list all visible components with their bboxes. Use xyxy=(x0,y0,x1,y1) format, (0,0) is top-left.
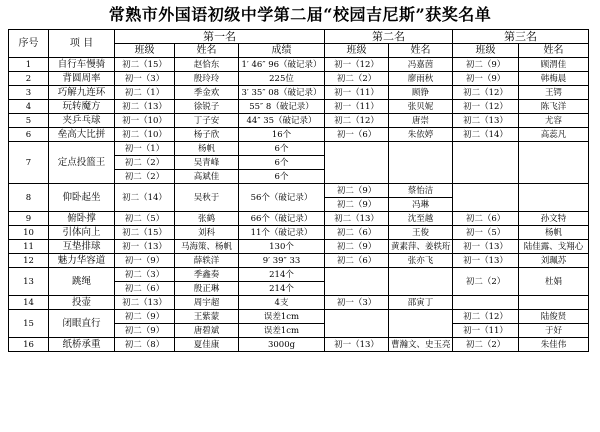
third-class-cell: 初一（9） xyxy=(453,72,519,86)
first-name-cell: 薛轶洋 xyxy=(175,254,239,268)
first-score-cell: 214个 xyxy=(239,268,325,282)
third-class-cell: 初二（14） xyxy=(453,128,519,142)
second-name-cell: 曹瀚文、史玉亮 xyxy=(389,338,453,352)
header-seq: 序号 xyxy=(9,30,49,58)
table-row xyxy=(9,58,589,72)
third-class-cell: 初一（13） xyxy=(453,240,519,254)
second-class-cell: 初二（9） xyxy=(325,240,389,254)
second-class-cell: 初二（13） xyxy=(325,212,389,226)
third-class-cell: 初一（13） xyxy=(453,254,519,268)
second-name-cell: 蔡怡洁 xyxy=(389,184,453,198)
third-name-cell xyxy=(519,184,589,212)
first-class-cell: 初二（1） xyxy=(115,86,175,100)
first-class-cell: 初一（3） xyxy=(115,72,175,86)
second-name-cell: 顾铮 xyxy=(389,86,453,100)
row-seq: 12 xyxy=(9,254,49,268)
second-name-cell: 唐崇 xyxy=(389,114,453,128)
first-name-cell: 季鑫奏 xyxy=(175,268,239,282)
first-name-cell: 吴青峰 xyxy=(175,156,239,170)
event-name: 跳绳 xyxy=(49,268,115,296)
third-name-cell: 刘珮苏 xyxy=(519,254,589,268)
second-class-cell: 初二（6） xyxy=(325,254,389,268)
event-name: 投壶 xyxy=(49,296,115,310)
second-name-cell xyxy=(389,268,453,296)
third-class-cell: 初二（13） xyxy=(453,114,519,128)
row-seq: 15 xyxy=(9,310,49,338)
row-seq: 1 xyxy=(9,58,49,72)
first-class-cell: 初二（3） xyxy=(115,268,175,282)
third-name-cell: 杜娟 xyxy=(519,268,589,296)
header-third-class: 班级 xyxy=(453,44,519,58)
table-row xyxy=(9,100,589,114)
second-name-cell: 黄素萍、姜轶珩 xyxy=(389,240,453,254)
first-name-cell: 高斌佳 xyxy=(175,170,239,184)
table-row xyxy=(9,86,589,100)
first-score-cell: 6个 xyxy=(239,142,325,156)
first-name-cell: 赵恰东 xyxy=(175,58,239,72)
first-score-cell: 44″ 35（破记录） xyxy=(239,114,325,128)
first-class-cell: 初一（9） xyxy=(115,254,175,268)
second-class-cell: 初一（13） xyxy=(325,338,389,352)
second-name-cell xyxy=(389,142,453,184)
third-class-cell: 初二（2） xyxy=(453,338,519,352)
header-first-score: 成绩 xyxy=(239,44,325,58)
second-class-cell xyxy=(325,310,389,338)
first-name-cell: 殷正琳 xyxy=(175,282,239,296)
first-name-cell: 刘科 xyxy=(175,226,239,240)
row-seq: 9 xyxy=(9,212,49,226)
second-class-cell: 初一（11） xyxy=(325,100,389,114)
second-name-cell: 沈至越 xyxy=(389,212,453,226)
first-score-cell: 3000g xyxy=(239,338,325,352)
first-name-cell: 吴秋于 xyxy=(175,184,239,212)
header-first: 第一名 xyxy=(115,30,325,44)
second-name-cell: 朱依婷 xyxy=(389,128,453,142)
third-name-cell: 高蕊凡 xyxy=(519,128,589,142)
third-class-cell: 初二（6） xyxy=(453,212,519,226)
row-seq: 10 xyxy=(9,226,49,240)
third-class-cell: 初二（2） xyxy=(453,268,519,296)
second-class-cell: 初二（9） xyxy=(325,198,389,212)
event-name: 玩转魔方 xyxy=(49,100,115,114)
header-third: 第三名 xyxy=(453,30,589,44)
header-second-class: 班级 xyxy=(325,44,389,58)
first-name-cell: 杨子欣 xyxy=(175,128,239,142)
third-name-cell: 陆俊贤 xyxy=(519,310,589,324)
first-class-cell: 初二（13） xyxy=(115,100,175,114)
first-score-cell: 6个 xyxy=(239,156,325,170)
second-class-cell: 初一（6） xyxy=(325,128,389,142)
first-class-cell: 初二（6） xyxy=(115,282,175,296)
third-class-cell: 初一（11） xyxy=(453,324,519,338)
third-name-cell: 陆佳露、戈翔心 xyxy=(519,240,589,254)
header-second-name: 姓名 xyxy=(389,44,453,58)
first-class-cell: 初一（10） xyxy=(115,114,175,128)
first-score-cell: 130个 xyxy=(239,240,325,254)
third-class-cell: 初一（12） xyxy=(453,100,519,114)
table-row xyxy=(9,254,589,268)
row-seq: 5 xyxy=(9,114,49,128)
row-seq: 8 xyxy=(9,184,49,212)
table-row xyxy=(9,114,589,128)
first-score-cell: 56个（破记录） xyxy=(239,184,325,212)
third-name-cell: 朱佳伟 xyxy=(519,338,589,352)
third-name-cell xyxy=(519,142,589,184)
first-class-cell: 初二（13） xyxy=(115,296,175,310)
second-class-cell: 初一（11） xyxy=(325,86,389,100)
table-row xyxy=(9,142,589,156)
third-class-cell: 初二（12） xyxy=(453,86,519,100)
third-name-cell: 于好 xyxy=(519,324,589,338)
table-row xyxy=(9,226,589,240)
event-name: 纸桥承重 xyxy=(49,338,115,352)
event-name: 引体向上 xyxy=(49,226,115,240)
table-row xyxy=(9,184,589,198)
award-table xyxy=(8,29,589,352)
event-name: 闭眼直行 xyxy=(49,310,115,338)
third-class-cell: 初二（9） xyxy=(453,58,519,72)
second-class-cell: 初二（6） xyxy=(325,226,389,240)
first-name-cell: 殷玲玲 xyxy=(175,72,239,86)
first-class-cell: 初二（9） xyxy=(115,310,175,324)
first-name-cell: 张鹤 xyxy=(175,212,239,226)
row-seq: 11 xyxy=(9,240,49,254)
third-class-cell xyxy=(453,142,519,184)
header-row-top xyxy=(9,30,589,44)
row-seq: 16 xyxy=(9,338,49,352)
table-row xyxy=(9,310,589,324)
first-score-cell: 225位 xyxy=(239,72,325,86)
first-name-cell: 徐锐子 xyxy=(175,100,239,114)
third-name-cell xyxy=(519,296,589,310)
header-first-class: 班级 xyxy=(115,44,175,58)
third-name-cell: 陈飞洋 xyxy=(519,100,589,114)
first-score-cell: 11个（破记录） xyxy=(239,226,325,240)
row-seq: 3 xyxy=(9,86,49,100)
second-name-cell: 冯琳 xyxy=(389,198,453,212)
first-class-cell: 初二（9） xyxy=(115,324,175,338)
first-class-cell: 初二（15） xyxy=(115,226,175,240)
event-name: 垒高大比拼 xyxy=(49,128,115,142)
first-class-cell: 初一（13） xyxy=(115,240,175,254)
row-seq: 4 xyxy=(9,100,49,114)
first-name-cell: 季金欢 xyxy=(175,86,239,100)
event-name: 巧解九连环 xyxy=(49,86,115,100)
event-name: 仰卧起坐 xyxy=(49,184,115,212)
first-score-cell: 66个（破记录） xyxy=(239,212,325,226)
third-name-cell: 王锷 xyxy=(519,86,589,100)
first-class-cell: 初二（2） xyxy=(115,156,175,170)
table-row xyxy=(9,268,589,282)
first-name-cell: 杨帆 xyxy=(175,142,239,156)
first-score-cell: 4支 xyxy=(239,296,325,310)
first-class-cell: 初二（5） xyxy=(115,212,175,226)
third-class-cell: 初一（5） xyxy=(453,226,519,240)
second-class-cell: 初一（3） xyxy=(325,296,389,310)
table-row xyxy=(9,296,589,310)
first-class-cell: 初二（14） xyxy=(115,184,175,212)
first-score-cell: 214个 xyxy=(239,282,325,296)
event-name: 俯卧撑 xyxy=(49,212,115,226)
first-class-cell: 初二（10） xyxy=(115,128,175,142)
row-seq: 14 xyxy=(9,296,49,310)
second-class-cell xyxy=(325,142,389,184)
table-row xyxy=(9,212,589,226)
second-class-cell xyxy=(325,268,389,296)
first-name-cell: 夏佳康 xyxy=(175,338,239,352)
third-name-cell: 顾渭佳 xyxy=(519,58,589,72)
first-score-cell: 误差1cm xyxy=(239,324,325,338)
second-name-cell: 王俊 xyxy=(389,226,453,240)
first-name-cell: 周宇超 xyxy=(175,296,239,310)
row-seq: 6 xyxy=(9,128,49,142)
first-score-cell: 55″ 8（破记录） xyxy=(239,100,325,114)
event-name: 自行车慢骑 xyxy=(49,58,115,72)
row-seq: 7 xyxy=(9,142,49,184)
second-name-cell: 张贝妮 xyxy=(389,100,453,114)
event-name: 夹乒乓球 xyxy=(49,114,115,128)
table-row xyxy=(9,72,589,86)
second-name-cell: 张亦飞 xyxy=(389,254,453,268)
second-class-cell: 初二（2） xyxy=(325,72,389,86)
third-name-cell: 尤容 xyxy=(519,114,589,128)
second-class-cell: 初二（9） xyxy=(325,184,389,198)
first-class-cell: 初二（15） xyxy=(115,58,175,72)
first-score-cell: 误差1cm xyxy=(239,310,325,324)
first-score-cell: 16个 xyxy=(239,128,325,142)
second-name-cell: 邵寅丁 xyxy=(389,296,453,310)
row-seq: 2 xyxy=(9,72,49,86)
second-name-cell xyxy=(389,310,453,338)
page-title: 常熟市外国语初级中学第二届“校园吉尼斯”获奖名单 xyxy=(108,5,492,24)
event-name: 魅力华容道 xyxy=(49,254,115,268)
header-first-name: 姓名 xyxy=(175,44,239,58)
first-name-cell: 王紫蒙 xyxy=(175,310,239,324)
table-row xyxy=(9,240,589,254)
first-score-cell: 1′ 46″ 96（破记录） xyxy=(239,58,325,72)
event-name: 定点投篮王 xyxy=(49,142,115,184)
third-class-cell xyxy=(453,296,519,310)
third-name-cell: 杨帆 xyxy=(519,226,589,240)
third-class-cell xyxy=(453,184,519,212)
first-class-cell: 初二（2） xyxy=(115,170,175,184)
table-row xyxy=(9,128,589,142)
event-name: 背圆周率 xyxy=(49,72,115,86)
first-score-cell: 9′ 39″ 33 xyxy=(239,254,325,268)
first-score-cell: 3′ 35″ 08（破记录） xyxy=(239,86,325,100)
header-second: 第二名 xyxy=(325,30,453,44)
third-class-cell: 初二（12） xyxy=(453,310,519,324)
second-class-cell: 初二（12） xyxy=(325,114,389,128)
row-seq: 13 xyxy=(9,268,49,296)
header-third-name: 姓名 xyxy=(519,44,589,58)
table-row xyxy=(9,338,589,352)
first-name-cell: 马海策、杨帆 xyxy=(175,240,239,254)
second-name-cell: 廖雨秋 xyxy=(389,72,453,86)
second-class-cell: 初一（12） xyxy=(325,58,389,72)
first-class-cell: 初一（1） xyxy=(115,142,175,156)
event-name: 互垫排球 xyxy=(49,240,115,254)
third-name-cell: 孙文特 xyxy=(519,212,589,226)
second-name-cell: 冯嘉茵 xyxy=(389,58,453,72)
third-name-cell: 韩梅晨 xyxy=(519,72,589,86)
first-name-cell: 丁子安 xyxy=(175,114,239,128)
first-score-cell: 6个 xyxy=(239,170,325,184)
header-item: 项 目 xyxy=(49,30,115,58)
first-class-cell: 初二（8） xyxy=(115,338,175,352)
first-name-cell: 唐碧斌 xyxy=(175,324,239,338)
